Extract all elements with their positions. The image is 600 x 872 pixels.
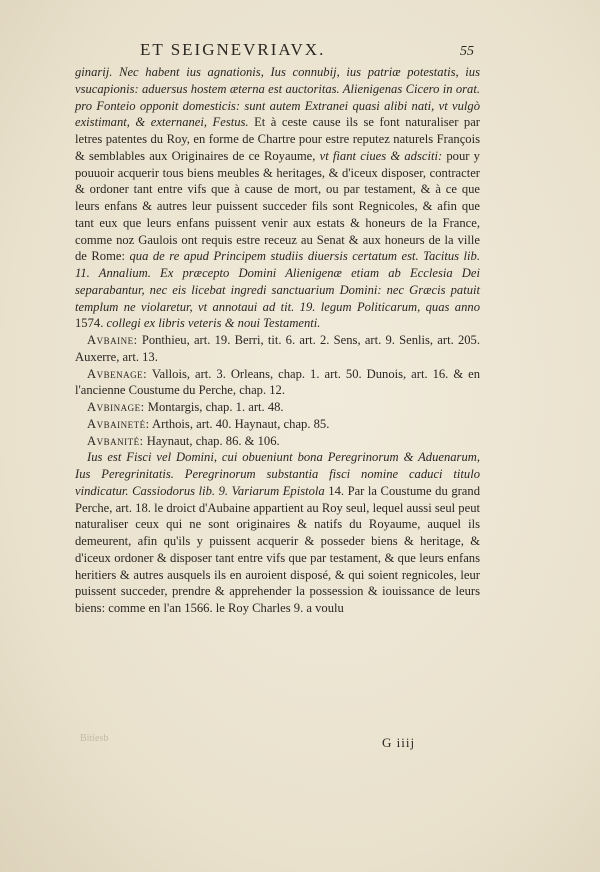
paragraph bbox=[75, 399, 480, 416]
text-run: Et à ceste cause ils se font naturaliser par letres patentes du Roy, en forme de Chartre pour estre reputez naturels François & semblables aux Originaires de ce Royaume, bbox=[75, 115, 480, 163]
paragraph bbox=[75, 366, 480, 400]
signature-mark: G iiij bbox=[382, 735, 416, 750]
text-run: Haynaut, chap. 86. & 106. bbox=[143, 433, 280, 448]
text-run: pour y pouuoir acquerir tous biens meubles & heritages, & d'iceux disposer, contracter & ordoner tant entre vifs que à cause de mort, ou par testament, & à ce que leurs enfans & autres leur puissent succeder fils sont Regnicoles, & afin que tant eux que leurs enfans puissent venir aux estats & honeurs de la France, comme noz Gaulois ont requis estre receuz au Senat & aux honeurs de la ville de Rome: bbox=[75, 148, 480, 264]
text-run: Avbaine: bbox=[87, 333, 138, 347]
text-run: Avbinage: bbox=[87, 400, 145, 414]
paragraph bbox=[75, 64, 480, 332]
text-run: Ius est Fisci vel Domini, cui obueniunt bona Peregrinorum & Aduenarum, Ius Peregrinitatis. Peregrinorum substantia fisci nomine caduci titulo vindicatur. Cassiodorus lib. 9. Variarum Epistola bbox=[75, 450, 480, 498]
text-run: collegi ex libris veteris & noui Testamenti. bbox=[103, 316, 321, 331]
paragraph bbox=[75, 433, 480, 450]
faint-marginalia: Bitiesb bbox=[80, 733, 109, 744]
text-run: Avbanité: bbox=[87, 433, 144, 448]
text-run: Vallois, art. 3. Orleans, chap. 1. art. 50. Dunois, art. 16. & en l'ancienne Coustume du Perche, chap. 12. bbox=[75, 366, 480, 398]
text-run: Avbaineté: bbox=[87, 416, 150, 431]
text-run: Ponthieu, art. 19. Berri, tit. 6. art. 2. Sens, art. 9. Senlis, art. 205. Auxerre, art. 13. bbox=[75, 333, 480, 364]
paragraph bbox=[75, 449, 480, 617]
text-run: ginarij. Nec habent ius agnationis, Ius connubij, ius patriæ potestatis, ius vsucapionis: aduersus hostem æterna est auctoritas. Alienigenas Cicero in orat. pro Fonteio opponit domesticis: sunt autem Extranei quasi alibi nati, vt vulgò existimant, & externanei, Festus. bbox=[75, 65, 480, 130]
text-run: 1574. bbox=[75, 316, 104, 331]
text-run: qua de re apud Principem studiis diuersis certatum est. Tacitus lib. 11. Annalium. Ex præcepto Domini Alienigenæ etiam ab Ecclesia Dei separabantur, nec eis licebat ingredi sanctuarium Domini: nec Græcis patuit templum ne violaretur, vt annotaui ad tit. 19. legum Politicarum, quas anno bbox=[75, 249, 480, 314]
text-run: 14. Par la Coustume du grand Perche, art. 18. le droict d'Aubaine appartient au Roy seul, lequel aussi seul peut naturaliser ceux qui ne sont originaires & natifs du Royaume, auquel ils demeurent, afin qu'ils y puissent acquerir & posseder biens & heritage, & d'iceux ordoner & disposer tant entre vifs que par testament, & que leurs enfans heritiers & autres ausquels ils en auroient disposé, & qui soient regnicoles, leur puissent succeder, prendre & apprehender la possession & iouissance de leurs biens: comme en l'an 1566. le Roy Charles 9. a voulu bbox=[75, 483, 480, 615]
text-run: Arthois, art. 40. Haynaut, chap. 85. bbox=[149, 416, 330, 431]
page-number: 55 bbox=[460, 44, 474, 59]
text-run: vt fiant ciues & adsciti: bbox=[319, 148, 443, 163]
text-run: Montargis, chap. 1. art. 48. bbox=[144, 400, 284, 414]
paragraph bbox=[75, 332, 480, 366]
running-title: ET SEIGNEVRIAVX. bbox=[140, 40, 326, 59]
text-run: Avbenage: bbox=[87, 366, 148, 381]
page-body bbox=[75, 64, 480, 617]
paragraph bbox=[75, 416, 480, 433]
